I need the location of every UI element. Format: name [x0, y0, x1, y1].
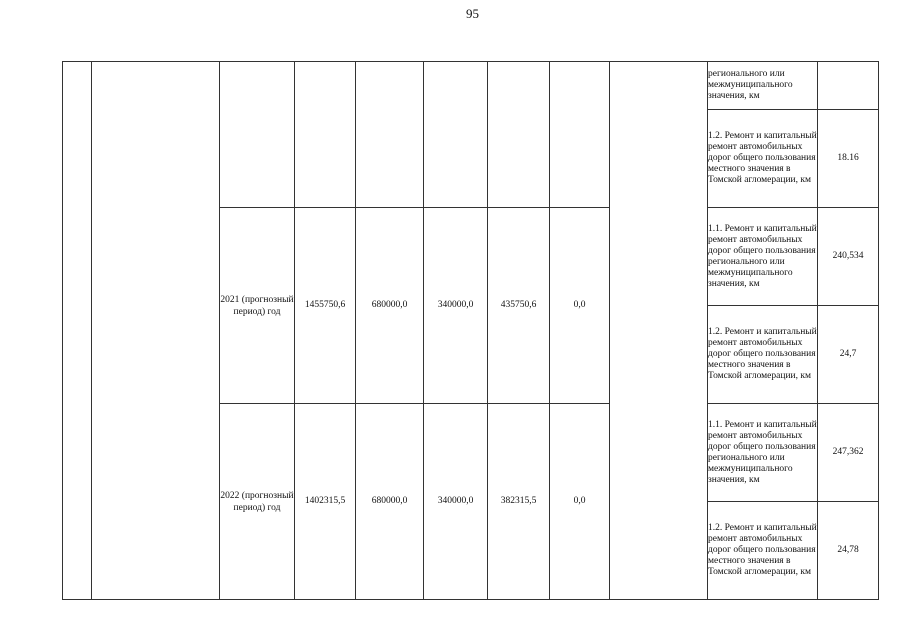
federal-cell: 680000,0 [356, 404, 424, 600]
local-cell: 435750,6 [488, 208, 550, 404]
period-cell: 2022 (прогнозный период) год [220, 404, 295, 600]
period-cell: 2021 (прогнозный период) год [220, 208, 295, 404]
indicator-value [818, 62, 879, 110]
federal-cell [356, 62, 424, 208]
indicator-name: 1.1. Ремонт и капитальный ремонт автомобильных дорог общего пользования регионального или межмуниципального значения, км [708, 404, 818, 502]
indicator-value: 247,362 [818, 404, 879, 502]
indicator-name: регионального или межмуниципального значения, км [708, 62, 818, 110]
total-cell: 1455750,6 [295, 208, 356, 404]
number-cell [63, 62, 92, 600]
task-name-cell [92, 62, 220, 600]
indicator-name: 1.2. Ремонт и капитальный ремонт автомобильных дорог общего пользования местного значения в Томской агломерации, км [708, 502, 818, 600]
local-cell [488, 62, 550, 208]
indicator-value: 18.16 [818, 110, 879, 208]
regional-cell: 340000,0 [424, 208, 488, 404]
period-cell [220, 62, 295, 208]
indicator-value: 24,7 [818, 306, 879, 404]
indicator-name: 1.1. Ремонт и капитальный ремонт автомобильных дорог общего пользования регионального или межмуниципального значения, км [708, 208, 818, 306]
indicator-value: 240,534 [818, 208, 879, 306]
budget-table [62, 61, 879, 600]
total-cell: 1402315,5 [295, 404, 356, 600]
table-row [63, 62, 879, 110]
federal-cell: 680000,0 [356, 208, 424, 404]
extra-budget-cell: 0,0 [550, 208, 610, 404]
indicator-value: 24,78 [818, 502, 879, 600]
total-cell [295, 62, 356, 208]
local-cell: 382315,5 [488, 404, 550, 600]
page-number: 95 [466, 6, 479, 21]
extra-budget-cell [550, 62, 610, 208]
indicator-name: 1.2. Ремонт и капитальный ремонт автомобильных дорог общего пользования местного значения в Томской агломерации, км [708, 306, 818, 404]
extra-budget-cell: 0,0 [550, 404, 610, 600]
indicator-group-cell [610, 62, 708, 600]
regional-cell [424, 62, 488, 208]
indicator-name: 1.2. Ремонт и капитальный ремонт автомобильных дорог общего пользования местного значения в Томской агломерации, км [708, 110, 818, 208]
regional-cell: 340000,0 [424, 404, 488, 600]
